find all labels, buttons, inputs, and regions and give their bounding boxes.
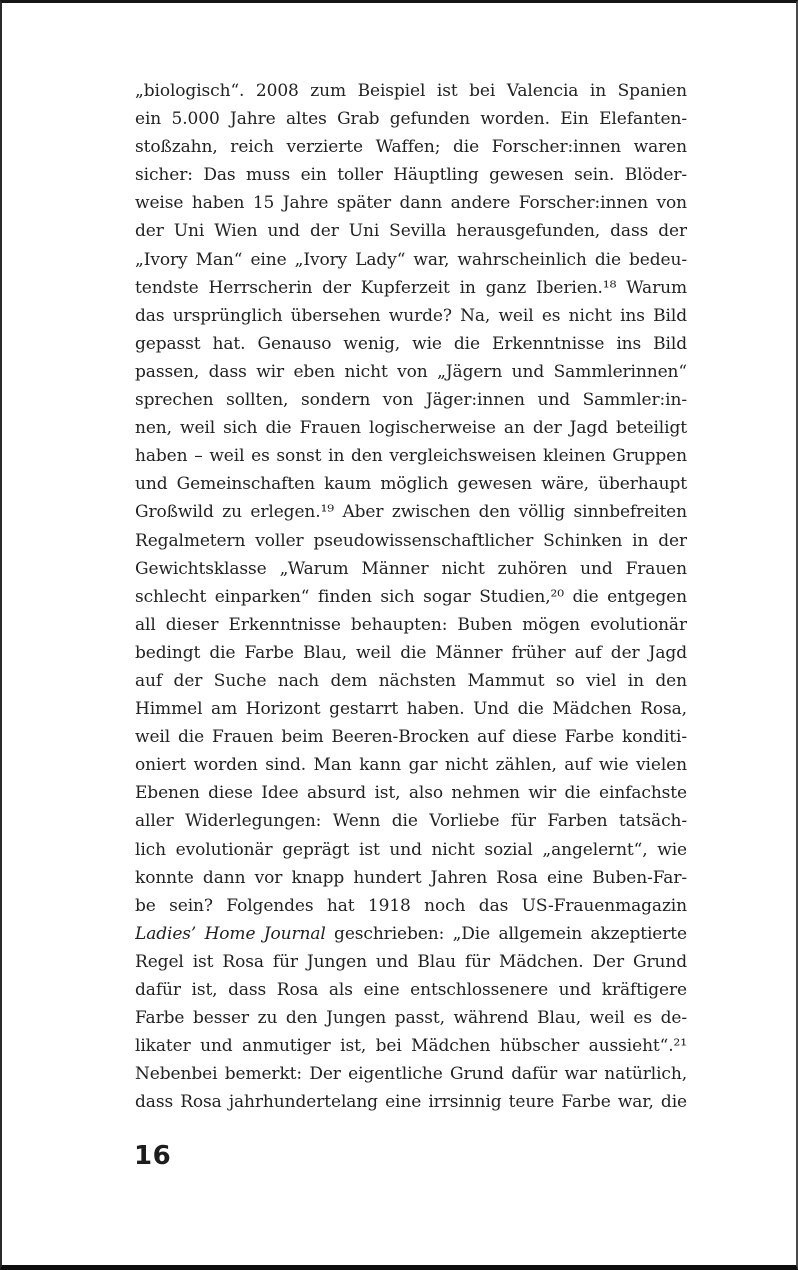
text-line: stoßzahn, reich verzierte Waffen; die Forscher:innen waren bbox=[135, 137, 687, 158]
text-line: sicher: Das muss ein toller Häuptling gewesen sein. Blöder- bbox=[135, 165, 687, 186]
text-line: weise haben 15 Jahre später dann andere Forscher:innen von bbox=[135, 193, 687, 214]
text-line: Farbe besser zu den Jungen passt, während Blau, weil es de- bbox=[135, 1008, 687, 1029]
text-line: tendste Herrscherin der Kupferzeit in ganz Iberien.¹⁸ Warum bbox=[135, 277, 687, 298]
text-line: Regalmetern voller pseudowissenschaftlicher Schinken in der bbox=[135, 530, 687, 551]
text-line: der Uni Wien und der Uni Sevilla herausgefunden, dass der bbox=[135, 221, 687, 242]
text-line: Großwild zu erlegen.¹⁹ Aber zwischen den völlig sinnbefreiten bbox=[135, 502, 687, 523]
text-line: Ebenen diese Idee absurd ist, also nehmen wir die einfachste bbox=[135, 783, 687, 804]
text-line: und Gemeinschaften kaum möglich gewesen wäre, überhaupt bbox=[135, 474, 687, 495]
text-line: dafür ist, dass Rosa als eine entschlossenere und kräftigere bbox=[135, 980, 687, 1000]
text-line: nen, weil sich die Frauen logischerweise an der Jagd beteiligt bbox=[135, 418, 687, 439]
text-line: das ursprünglich übersehen wurde? Na, weil es nicht ins Bild bbox=[135, 305, 687, 326]
text-line: aller Widerlegungen: Wenn die Vorliebe für Farben tatsäch- bbox=[135, 811, 687, 832]
text-line: Ladies’ Home Journal geschrieben: „Die allgemein akzeptierte bbox=[135, 923, 687, 944]
text-line: oniert worden sind. Man kann gar nicht zählen, auf wie vielen bbox=[135, 755, 687, 776]
text-line: bedingt die Farbe Blau, weil die Männer früher auf der Jagd bbox=[135, 642, 687, 663]
text-line: „biologisch“. 2008 zum Beispiel ist bei Valencia in Spanien bbox=[135, 81, 687, 101]
text-line: „Ivory Man“ eine „Ivory Lady“ war, wahrscheinlich die bedeu- bbox=[135, 249, 687, 270]
text-line: be sein? Folgendes hat 1918 noch das US-Frauenmagazin bbox=[135, 895, 687, 916]
italic-title: Ladies’ Home Journal bbox=[135, 923, 326, 944]
text-line: konnte dann vor knapp hundert Jahren Rosa eine Buben-Far- bbox=[135, 867, 687, 888]
text-line: weil die Frauen beim Beeren-Brocken auf diese Farbe konditi- bbox=[135, 727, 687, 748]
text-line: Regel ist Rosa für Jungen und Blau für Mädchen. Der Grund bbox=[135, 951, 687, 972]
text-line: Gewichtsklasse „Warum Männer nicht zuhören und Frauen bbox=[135, 558, 687, 579]
page-number: 16 bbox=[134, 1141, 172, 1171]
text-line: haben – weil es sonst in den vergleichsweisen kleinen Gruppen bbox=[135, 446, 687, 467]
text-line: Nebenbei bemerkt: Der eigentliche Grund dafür war natürlich, bbox=[135, 1064, 687, 1085]
text-line: passen, dass wir eben nicht von „Jägern und Sammlerinnen“ bbox=[135, 361, 687, 382]
text-line: auf der Suche nach dem nächsten Mammut so viel in den bbox=[135, 670, 687, 691]
text-line: all dieser Erkenntnisse behaupten: Buben mögen evolutionär bbox=[135, 614, 687, 635]
text-line: schlecht einparken“ finden sich sogar Studien,²⁰ die entgegen bbox=[135, 586, 687, 607]
text-line: sprechen sollten, sondern von Jäger:innen und Sammler:in- bbox=[135, 390, 687, 411]
text-line: likater und anmutiger ist, bei Mädchen hübscher aussieht“.²¹ bbox=[135, 1036, 687, 1057]
body-text bbox=[135, 77, 687, 1116]
text-line: ein 5.000 Jahre altes Grab gefunden worden. Ein Elefanten- bbox=[135, 109, 687, 130]
text-line: gepasst hat. Genauso wenig, wie die Erkenntnisse ins Bild bbox=[135, 333, 687, 354]
text-line: lich evolutionär geprägt ist und nicht sozial „angelernt“, wie bbox=[135, 839, 687, 860]
text-line: dass Rosa jahrhundertelang eine irrsinnig teure Farbe war, die bbox=[135, 1092, 687, 1113]
text-line: Himmel am Horizont gestarrt haben. Und die Mädchen Rosa, bbox=[135, 699, 687, 720]
